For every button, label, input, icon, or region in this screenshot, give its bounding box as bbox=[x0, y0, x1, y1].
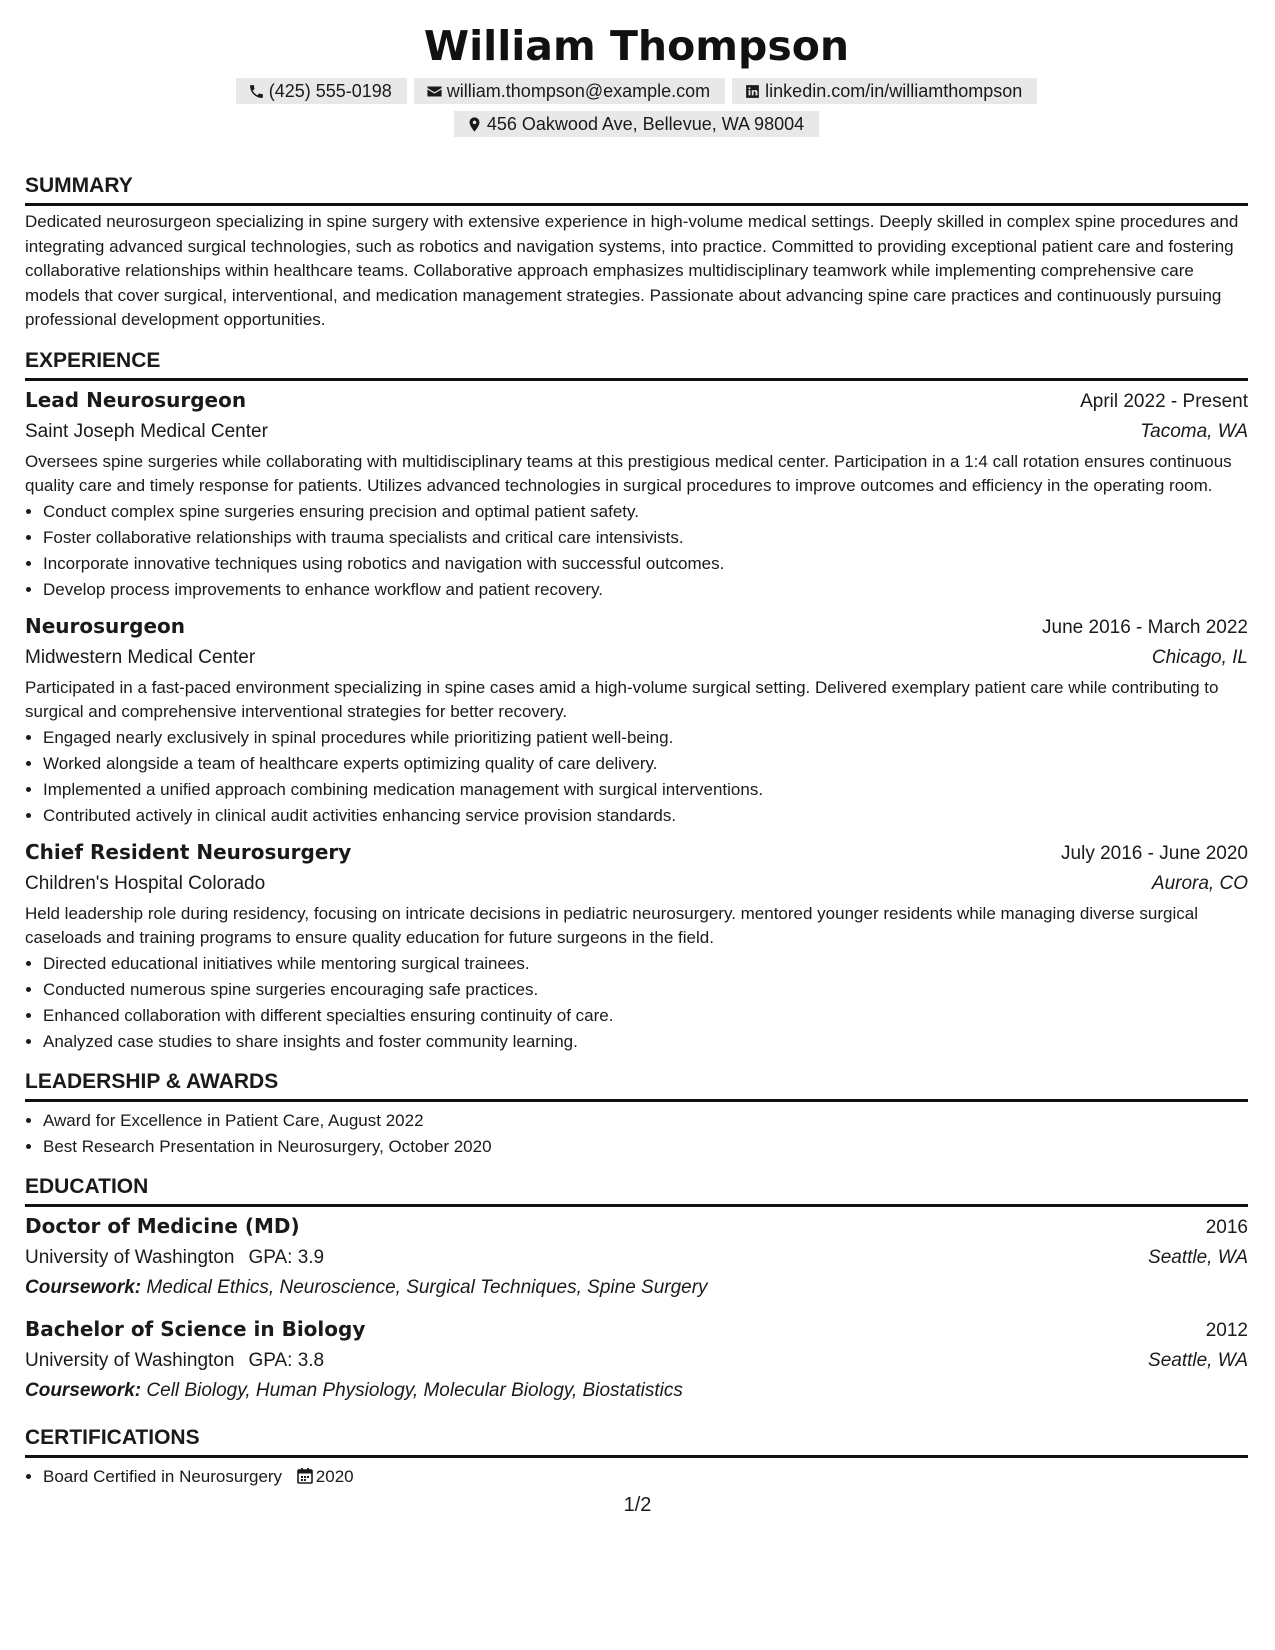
job-location: Chicago, IL bbox=[1151, 646, 1248, 668]
certification-name: Board Certified in Neurosurgery bbox=[43, 1466, 283, 1486]
job-description: Participated in a fast-paced environment specializing in spine cases amid a high-volume surgical setting. Delivered exemplary patient care while contributing to surgical and comprehensive interventional strategies for better recovery. bbox=[25, 677, 1219, 721]
job-description: Oversees spine surgeries while collaborating with multidisciplinary teams at this prestigious medical center. Participation in a 1:4 call rotation ensures continuous quality care and timely response for patients. Utilizes advanced technologies in surgical procedures to improve outcomes and efficiency in the operating room. bbox=[25, 451, 1232, 495]
awards-section bbox=[25, 1069, 1248, 1160]
contact-row-2 bbox=[25, 111, 1248, 137]
summary-section bbox=[25, 173, 1248, 333]
coursework-list: Medical Ethics, Neuroscience, Surgical Techniques, Spine Surgery bbox=[146, 1276, 708, 1298]
job-entry bbox=[25, 611, 1248, 829]
education-section bbox=[25, 1174, 1248, 1406]
list-item: • Analyzed case studies to share insights and foster community learning. bbox=[43, 1029, 1248, 1055]
awards-list bbox=[25, 1108, 1248, 1160]
list-item: • Enhanced collaboration with different specialties ensuring continuity of care. bbox=[43, 1003, 1248, 1029]
address-chip bbox=[454, 111, 819, 137]
coursework bbox=[25, 1273, 1248, 1303]
job-location: Aurora, CO bbox=[1151, 872, 1248, 894]
job-entry bbox=[25, 837, 1248, 1055]
linkedin-icon bbox=[744, 83, 761, 100]
list-item: • Engaged nearly exclusively in spinal procedures while prioritizing patient well-being. bbox=[43, 725, 1248, 751]
school-location: Seattle, WA bbox=[1148, 1349, 1248, 1371]
page-number: 1/2 bbox=[623, 1494, 652, 1516]
degree-title: Doctor of Medicine (MD) bbox=[25, 1213, 300, 1238]
email-chip[interactable] bbox=[414, 78, 725, 104]
phone-text: (425) 555-0198 bbox=[268, 81, 392, 101]
phone-icon bbox=[248, 83, 265, 100]
list-item: • Contributed actively in clinical audit activities enhancing service provision standards. bbox=[43, 803, 1248, 829]
envelope-icon bbox=[426, 83, 443, 100]
list-item: • Conduct complex spine surgeries ensuring precision and optimal patient safety. bbox=[43, 499, 1248, 525]
list-item: • Worked alongside a team of healthcare experts optimizing quality of care delivery. bbox=[43, 751, 1248, 777]
gpa: GPA: 3.9 bbox=[248, 1246, 325, 1268]
list-item bbox=[43, 1464, 1248, 1490]
linkedin-text: linkedin.com/in/williamthompson bbox=[765, 81, 1023, 101]
section-title-summary: SUMMARY bbox=[25, 173, 1248, 206]
coursework-label: Coursework: bbox=[25, 1379, 142, 1401]
job-entry bbox=[25, 385, 1248, 603]
list-item: • Incorporate innovative techniques using robotics and navigation with successful outcomes. bbox=[43, 551, 1248, 577]
degree-title: Bachelor of Science in Biology bbox=[25, 1316, 366, 1341]
list-item: • Implemented a unified approach combining medication management with surgical interventions. bbox=[43, 777, 1248, 803]
job-bullets bbox=[25, 499, 1248, 603]
section-title-certifications: CERTIFICATIONS bbox=[25, 1425, 1248, 1458]
job-employer: Midwestern Medical Center bbox=[25, 646, 256, 668]
calendar-icon bbox=[297, 1467, 313, 1484]
list-item: • Directed educational initiatives while mentoring surgical trainees. bbox=[43, 951, 1248, 977]
phone-chip bbox=[236, 78, 407, 104]
address-text: 456 Oakwood Ave, Bellevue, WA 98004 bbox=[486, 114, 805, 134]
certifications-list bbox=[25, 1464, 1248, 1490]
job-dates: July 2016 - June 2020 bbox=[1061, 842, 1248, 864]
gpa: GPA: 3.8 bbox=[248, 1349, 325, 1371]
map-pin-icon bbox=[466, 116, 483, 133]
list-item: • Develop process improvements to enhance workflow and patient recovery. bbox=[43, 577, 1248, 603]
email-text: william.thompson@example.com bbox=[446, 81, 711, 101]
degree-year: 2016 bbox=[1205, 1216, 1248, 1238]
list-item: • Best Research Presentation in Neurosurgery, October 2020 bbox=[43, 1134, 1248, 1160]
job-title: Lead Neurosurgeon bbox=[25, 387, 247, 412]
job-title: Chief Resident Neurosurgery bbox=[25, 839, 352, 864]
linkedin-chip[interactable] bbox=[732, 78, 1037, 104]
section-title-awards: LEADERSHIP & AWARDS bbox=[25, 1069, 1248, 1102]
education-entry bbox=[25, 1211, 1248, 1303]
summary-text: Dedicated neurosurgeon specializing in spine surgery with extensive experience in high-volume medical settings. Deeply skilled in complex spine procedures and integrating advanced surgical technologies, such as robotics and navigation systems, into practice. Committed to providing exceptional patient care and fostering collaborative relationships within healthcare teams. Collaborative approach emphasizes multidisciplinary teamwork while implementing comprehensive care models that cover surgical, interventional, and medication management strategies. Passionate about advancing spine care practices and continuously pursuing professional development opportunities. bbox=[25, 212, 1239, 329]
candidate-name: William Thompson bbox=[423, 22, 850, 70]
school-name: University of Washington bbox=[25, 1246, 235, 1268]
job-employer: Children's Hospital Colorado bbox=[25, 872, 266, 894]
job-bullets bbox=[25, 951, 1248, 1055]
education-entry bbox=[25, 1314, 1248, 1406]
school-location: Seattle, WA bbox=[1148, 1246, 1248, 1268]
job-dates: April 2022 - Present bbox=[1080, 390, 1248, 412]
job-bullets bbox=[25, 725, 1248, 829]
job-employer: Saint Joseph Medical Center bbox=[25, 420, 268, 442]
job-description: Held leadership role during residency, focusing on intricate decisions in pediatric neurosurgery. mentored younger residents while managing diverse surgical caseloads and training programs to ensure quality education for future surgeons in the field. bbox=[25, 903, 1198, 947]
resume-page bbox=[25, 18, 1248, 1490]
school-name: University of Washington bbox=[25, 1349, 235, 1371]
job-title: Neurosurgeon bbox=[25, 613, 186, 638]
job-dates: June 2016 - March 2022 bbox=[1042, 616, 1248, 638]
section-title-education: EDUCATION bbox=[25, 1174, 1248, 1207]
list-item: • Conducted numerous spine surgeries encouraging safe practices. bbox=[43, 977, 1248, 1003]
list-item: • Award for Excellence in Patient Care, August 2022 bbox=[43, 1108, 1248, 1134]
certification-year: 2020 bbox=[315, 1466, 354, 1486]
experience-section bbox=[25, 348, 1248, 1055]
degree-year: 2012 bbox=[1205, 1319, 1248, 1341]
coursework bbox=[25, 1376, 1248, 1406]
coursework-label: Coursework: bbox=[25, 1276, 142, 1298]
certifications-section bbox=[25, 1425, 1248, 1490]
section-title-experience: EXPERIENCE bbox=[25, 348, 1248, 381]
coursework-list: Cell Biology, Human Physiology, Molecular Biology, Biostatistics bbox=[146, 1379, 683, 1401]
contact-row-1 bbox=[25, 78, 1248, 104]
list-item: • Foster collaborative relationships with trauma specialists and critical care intensivists. bbox=[43, 525, 1248, 551]
job-location: Tacoma, WA bbox=[1140, 420, 1248, 442]
